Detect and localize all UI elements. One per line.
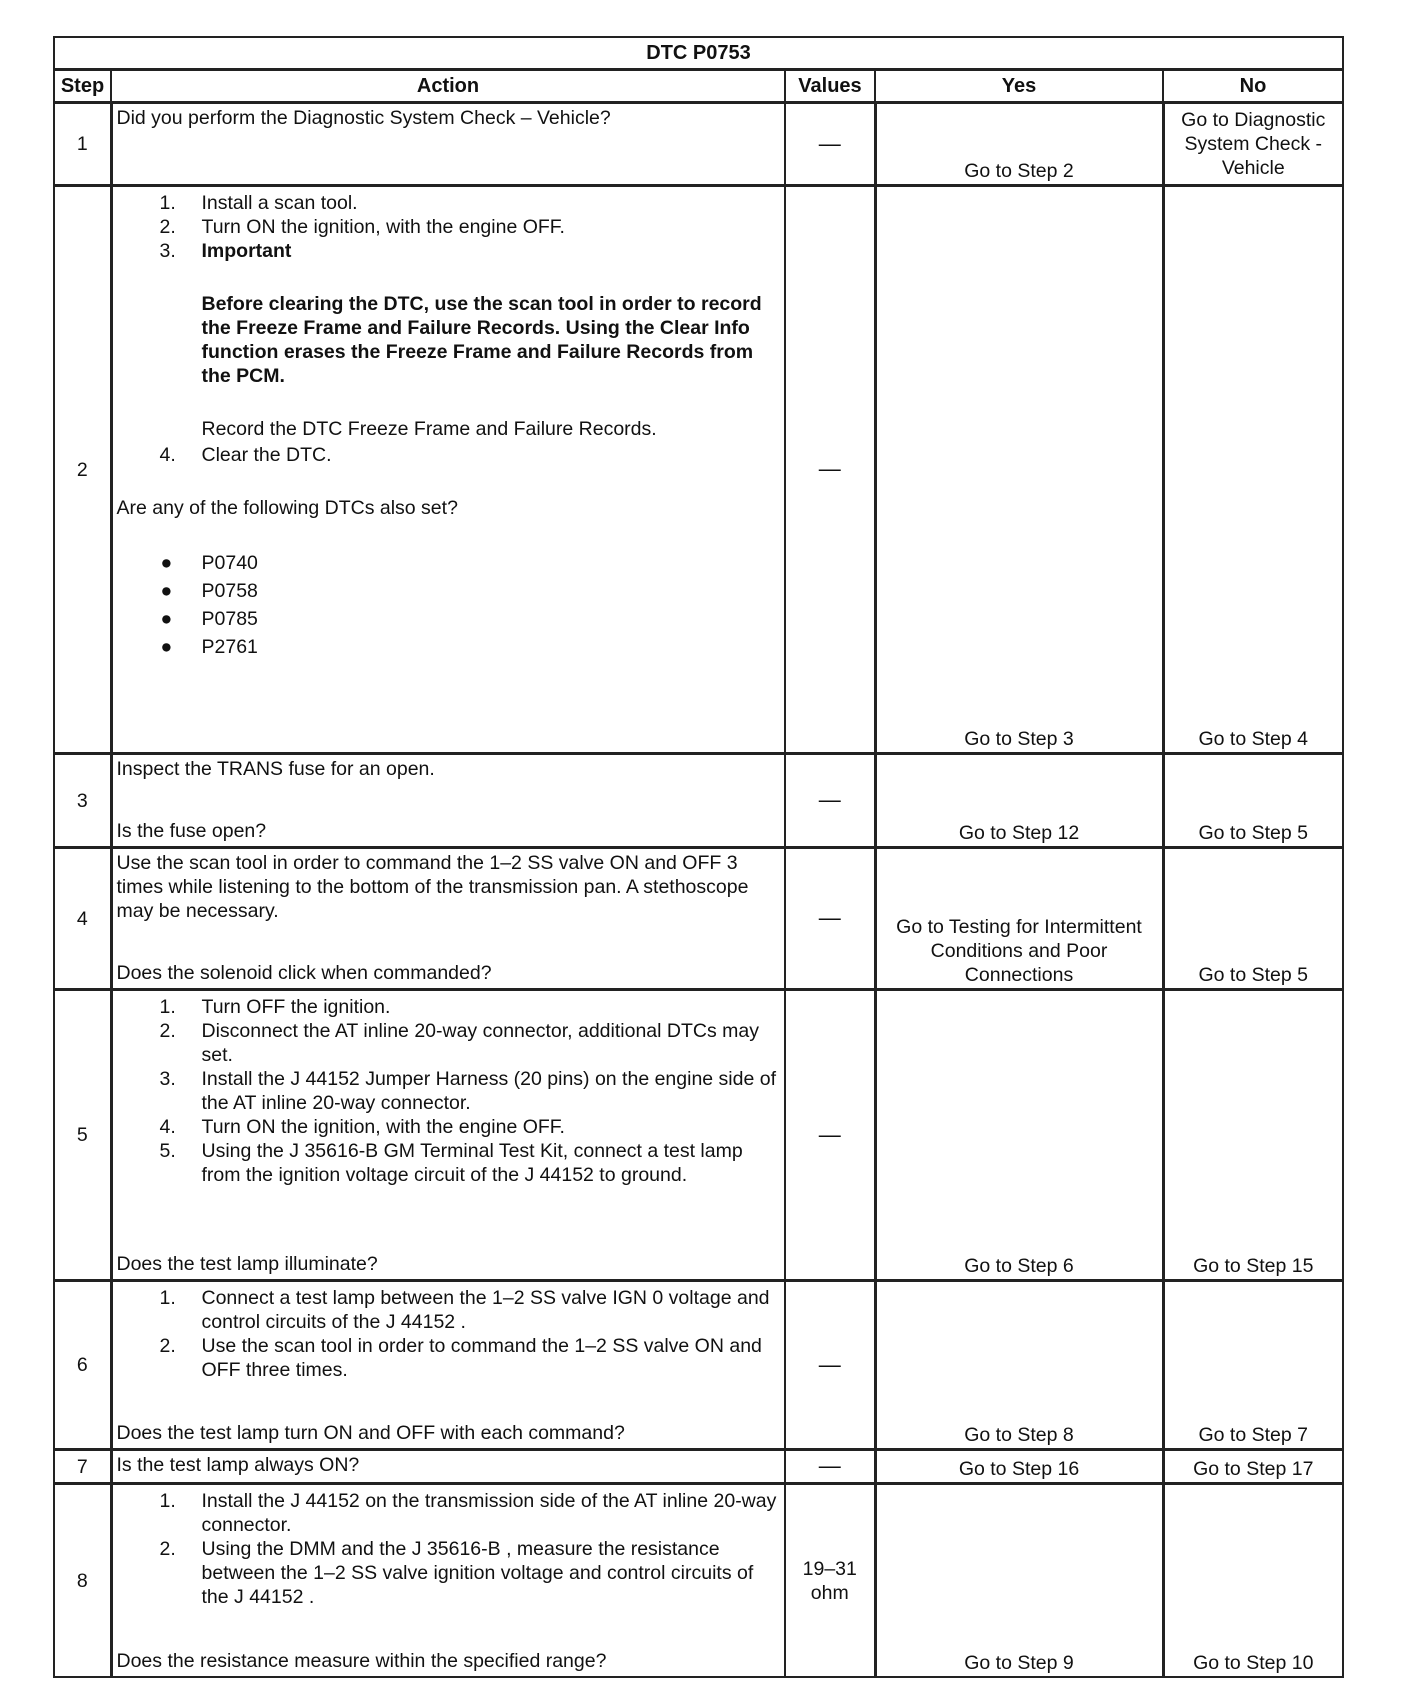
instruction-list	[117, 995, 783, 1187]
record-instruction: Record the DTC Freeze Frame and Failure Records.	[201, 418, 657, 440]
item-number: 4.	[159, 1116, 176, 1138]
table-row	[54, 754, 1343, 848]
yes-cell: Go to Testing for Intermittent Conditions and Poor Connections	[875, 848, 1163, 990]
dtc-code: P0740	[201, 552, 258, 574]
step-number: 3	[54, 754, 111, 848]
bullet-icon: ●	[160, 636, 173, 658]
item-text: Disconnect the AT inline 20-way connector, additional DTCs may set.	[201, 1020, 759, 1066]
list-item	[117, 1286, 783, 1334]
action-cell	[111, 103, 785, 186]
item-text: Use the scan tool in order to command the 1–2 SS valve ON and OFF three times.	[201, 1335, 762, 1381]
values-text: —	[818, 130, 841, 156]
item-number: 3.	[159, 240, 176, 262]
step-number: 6	[54, 1281, 111, 1450]
header-row	[54, 70, 1343, 103]
item-number: 1.	[159, 1490, 176, 1512]
no-cell: Go to Step 5	[1163, 754, 1343, 848]
table-row	[54, 848, 1343, 990]
col-header-action: Action	[111, 70, 785, 103]
important-note: Before clearing the DTC, use the scan tool in order to record the Freeze Frame and Failure Records. Using the Clear Info function erases the Freeze Frame and Failure Records from the PCM.	[201, 293, 762, 387]
values-text: —	[818, 456, 841, 481]
yes-cell: Go to Step 6	[875, 990, 1163, 1281]
step-number: 8	[54, 1484, 111, 1678]
step-number: 2	[54, 186, 111, 754]
values-cell	[785, 848, 875, 990]
item-number: 2.	[159, 216, 176, 238]
values-text: —	[818, 905, 841, 930]
list-item	[117, 1334, 783, 1382]
table-row	[54, 103, 1343, 186]
no-cell: Go to Step 5	[1163, 848, 1343, 990]
bullet-icon: ●	[160, 608, 173, 630]
no-cell: Go to Step 15	[1163, 990, 1343, 1281]
action-text: Is the test lamp always ON?	[116, 1454, 360, 1476]
list-item	[117, 443, 783, 467]
values-cell	[785, 1450, 875, 1484]
yes-cell: Go to Step 2	[875, 103, 1163, 186]
yes-cell: Go to Step 3	[875, 186, 1163, 754]
dtc-code: P2761	[201, 636, 258, 658]
list-item	[117, 995, 783, 1019]
list-item	[117, 215, 783, 239]
item-number: 4.	[159, 444, 176, 466]
item-text: Connect a test lamp between the 1–2 SS valve IGN 0 voltage and control circuits of the J 44152 .	[201, 1287, 770, 1333]
action-cell	[111, 186, 785, 754]
step-number: 1	[54, 103, 111, 186]
action-cell	[111, 990, 785, 1281]
item-text: Install the J 44152 on the transmission side of the AT inline 20-way connector.	[201, 1490, 777, 1536]
action-text: Inspect the TRANS fuse for an open.	[116, 758, 435, 780]
question-text: Are any of the following DTCs also set?	[116, 497, 458, 519]
question-text: Does the test lamp turn ON and OFF with each command?	[116, 1422, 625, 1444]
table-row	[54, 990, 1343, 1281]
table-row	[54, 1450, 1343, 1484]
action-cell	[111, 1484, 785, 1678]
list-item	[117, 633, 783, 661]
dtc-code: P0758	[201, 580, 258, 602]
values-cell	[785, 103, 875, 186]
values-text: —	[818, 1453, 841, 1478]
values-cell	[785, 186, 875, 754]
values-text: —	[818, 1351, 841, 1377]
question-text: Does the solenoid click when commanded?	[116, 962, 492, 984]
bullet-icon: ●	[160, 552, 173, 574]
yes-cell: Go to Step 12	[875, 754, 1163, 848]
table-row	[54, 1281, 1343, 1450]
list-item	[117, 1115, 783, 1139]
values-cell	[785, 1484, 875, 1678]
question-text: Does the test lamp illuminate?	[116, 1253, 378, 1275]
table-row	[54, 186, 1343, 754]
table-row	[54, 1484, 1343, 1678]
item-text: Install a scan tool.	[201, 192, 358, 214]
action-cell	[111, 754, 785, 848]
item-number: 2.	[159, 1335, 176, 1357]
list-item	[117, 577, 783, 605]
list-item	[117, 605, 783, 633]
item-text: Using the J 35616-B GM Terminal Test Kit, connect a test lamp from the ignition voltage circuit of the J 44152 to ground.	[201, 1140, 743, 1186]
important-heading: Important	[201, 240, 292, 262]
col-header-yes: Yes	[875, 70, 1163, 103]
dtc-table	[53, 36, 1344, 1678]
step-number: 5	[54, 990, 111, 1281]
no-cell: Go to Step 4	[1163, 186, 1343, 754]
item-number: 5.	[159, 1140, 176, 1162]
values-text: —	[818, 787, 841, 812]
list-item	[117, 1067, 783, 1115]
list-item	[117, 1139, 783, 1187]
item-number: 1.	[159, 996, 176, 1018]
table-title: DTC P0753	[54, 37, 1343, 70]
bullet-icon: ●	[160, 580, 173, 602]
item-number: 2.	[159, 1538, 176, 1560]
values-cell	[785, 1281, 875, 1450]
item-text: Using the DMM and the J 35616-B , measure the resistance between the 1–2 SS valve ignition voltage and control circuits of the J 44152 .	[201, 1538, 754, 1608]
action-cell	[111, 1281, 785, 1450]
item-number: 3.	[159, 1068, 176, 1090]
action-text: Did you perform the Diagnostic System Check – Vehicle?	[116, 107, 611, 129]
question-text: Is the fuse open?	[116, 820, 267, 842]
values-cell	[785, 754, 875, 848]
instruction-list	[117, 1489, 783, 1609]
question-text: Does the resistance measure within the specified range?	[116, 1650, 607, 1672]
item-text: Turn ON the ignition, with the engine OFF.	[201, 216, 565, 238]
col-header-step: Step	[54, 70, 111, 103]
no-cell: Go to Step 10	[1163, 1484, 1343, 1678]
dtc-code: P0785	[201, 608, 258, 630]
step-number: 4	[54, 848, 111, 990]
no-cell: Go to Diagnostic System Check - Vehicle	[1163, 103, 1343, 186]
values-text: —	[818, 1121, 841, 1147]
yes-cell: Go to Step 16	[875, 1450, 1163, 1484]
item-number: 1.	[159, 1287, 176, 1309]
values-cell	[785, 990, 875, 1281]
instruction-list	[117, 1286, 783, 1382]
dtc-list	[117, 549, 783, 661]
list-item	[117, 1019, 783, 1067]
list-item	[117, 239, 783, 263]
action-cell	[111, 1450, 785, 1484]
yes-cell: Go to Step 9	[875, 1484, 1163, 1678]
item-text: Clear the DTC.	[201, 444, 332, 466]
item-text: Turn OFF the ignition.	[201, 996, 391, 1018]
item-number: 2.	[159, 1020, 176, 1042]
list-item	[117, 1537, 783, 1609]
step-number: 7	[54, 1450, 111, 1484]
action-text: Use the scan tool in order to command the 1–2 SS valve ON and OFF 3 times while listening to the bottom of the transmission pan. A stethoscope may be necessary.	[116, 852, 749, 922]
list-item	[117, 1489, 783, 1537]
yes-cell: Go to Step 8	[875, 1281, 1163, 1450]
instruction-list	[117, 191, 783, 263]
item-number: 1.	[159, 192, 176, 214]
action-cell	[111, 848, 785, 990]
col-header-no: No	[1163, 70, 1343, 103]
item-text: Install the J 44152 Jumper Harness (20 pins) on the engine side of the AT inline 20-way connector.	[201, 1068, 777, 1114]
values-text: 19–31 ohm	[802, 1557, 857, 1604]
item-text: Turn ON the ignition, with the engine OFF.	[201, 1116, 565, 1138]
col-header-values: Values	[785, 70, 875, 103]
instruction-list	[117, 443, 783, 467]
no-cell: Go to Step 17	[1163, 1450, 1343, 1484]
list-item	[117, 191, 783, 215]
list-item	[117, 549, 783, 577]
no-cell: Go to Step 7	[1163, 1281, 1343, 1450]
